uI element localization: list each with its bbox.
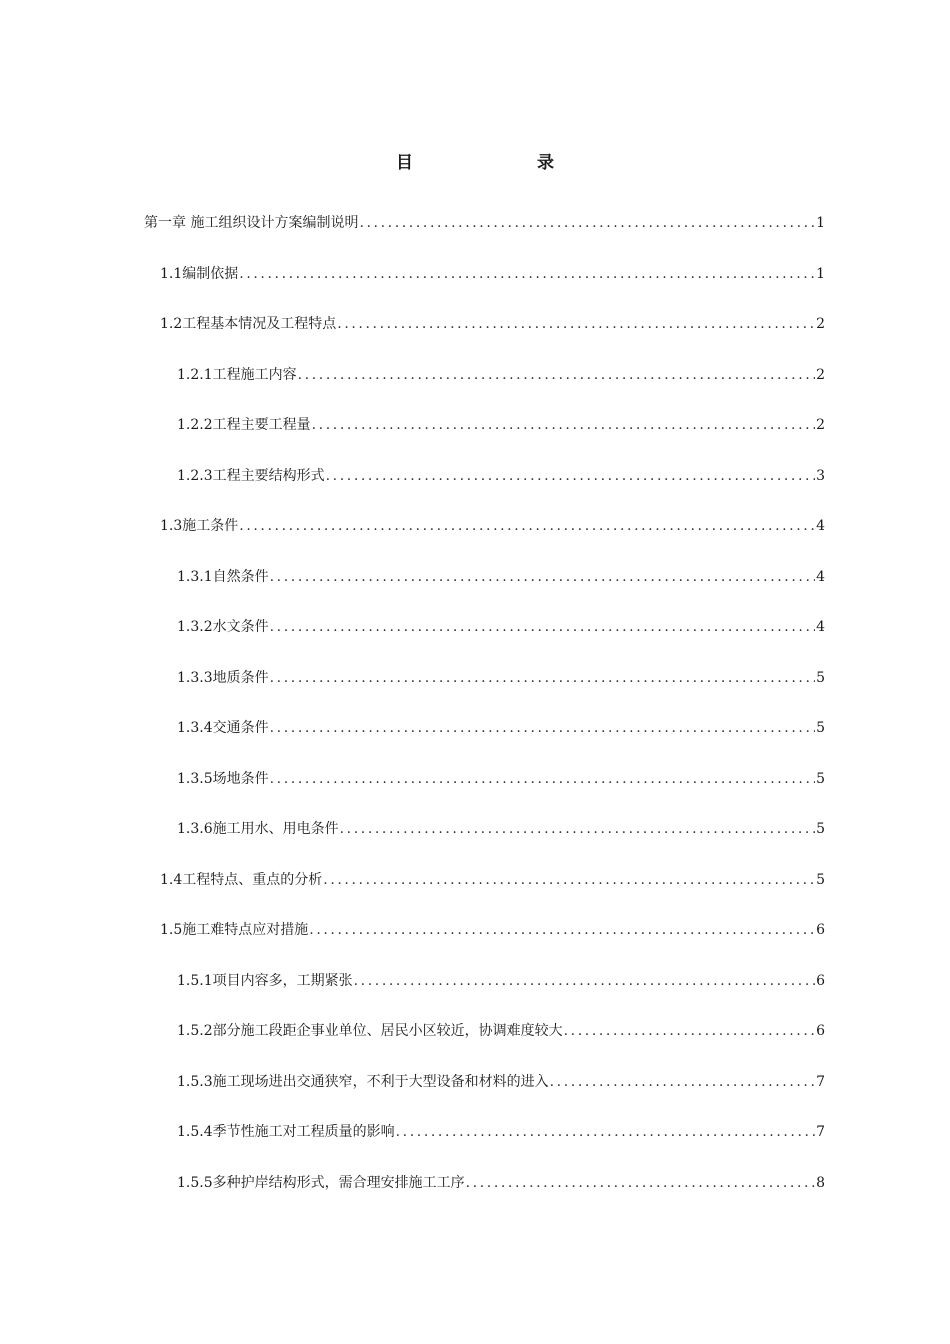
toc-entry-text: 1.2.1工程施工内容: [177, 366, 297, 383]
toc-entry-1-5[interactable]: [0, 918, 950, 969]
toc-page-number: 5: [816, 669, 825, 686]
toc-entry-1-3-5[interactable]: [0, 767, 950, 818]
toc-entry-text: 1.5施工难特点应对措施: [160, 922, 309, 938]
toc-title: 目 录: [396, 153, 584, 173]
toc-entry-text: 1.3施工条件: [160, 518, 239, 534]
toc-entry-1-3[interactable]: [0, 514, 950, 565]
toc-entry-text: 1.5.2部分施工段距企事业单位、居民小区较近，协调难度较大: [177, 1023, 563, 1039]
toc-dot-leader: [270, 767, 815, 791]
toc-entry-text: 1.5.5多种护岸结构形式，需合理安排施工工序: [177, 1174, 465, 1191]
toc-entry-text: 1.3.3地质条件: [177, 669, 269, 686]
toc-dot-leader: [337, 312, 815, 336]
toc-dot-leader: [309, 918, 815, 942]
toc-page-number: 2: [816, 316, 825, 332]
toc-entry-1-2[interactable]: [0, 312, 950, 363]
toc-dot-leader: [564, 1019, 815, 1043]
toc-dot-leader: [396, 1120, 815, 1144]
toc-dot-leader: [312, 413, 815, 437]
toc-page-number: 7: [816, 1073, 825, 1090]
toc-page-number: 5: [816, 770, 825, 787]
toc-page-number: 4: [816, 518, 825, 534]
toc-entry-1-5-4[interactable]: [0, 1120, 950, 1171]
toc-dot-leader: [550, 1070, 815, 1094]
toc-page-number: 5: [816, 871, 825, 888]
toc-entry-text: 1.2.2工程主要工程量: [177, 417, 311, 433]
toc-page-number: 2: [816, 417, 825, 433]
toc-dot-leader: [359, 211, 815, 235]
toc-dot-leader: [326, 464, 815, 488]
toc-entry-1-5-3[interactable]: [0, 1070, 950, 1121]
toc-entry-text: 1.2工程基本情况及工程特点: [160, 316, 337, 332]
toc-entry-1-1[interactable]: [0, 262, 950, 313]
toc-entry-text: 1.4工程特点、重点的分析: [160, 871, 323, 888]
toc-entry-1-3-3[interactable]: [0, 666, 950, 717]
toc-entry-text: 1.5.4季节性施工对工程质量的影响: [177, 1124, 395, 1140]
toc-entry-1-3-1[interactable]: [0, 565, 950, 616]
toc-entry-1-5-2[interactable]: [0, 1019, 950, 1070]
toc-entry-1-4[interactable]: [0, 868, 950, 919]
toc-page-number: 5: [816, 720, 825, 736]
toc-dot-leader: [354, 969, 815, 993]
toc-entry-1-2-3[interactable]: [0, 464, 950, 515]
toc-entry-text: 1.3.5场地条件: [177, 770, 269, 787]
toc-entry-1-5-5[interactable]: [0, 1171, 950, 1222]
toc-entry-text: 1.1编制依据: [160, 265, 239, 282]
toc-dot-leader: [239, 262, 815, 286]
toc-entry-1-2-2[interactable]: [0, 413, 950, 464]
toc-entry-1-3-6[interactable]: [0, 817, 950, 868]
toc-entry-1-2-1[interactable]: [0, 363, 950, 414]
toc-page-number: 3: [816, 467, 825, 484]
toc-page-number: 4: [816, 568, 825, 585]
toc-entry-text: 1.3.6施工用水、用电条件: [177, 821, 339, 837]
toc-list: [0, 211, 950, 1221]
toc-dot-leader: [270, 615, 815, 639]
toc-entry-text: 1.3.2水文条件: [177, 619, 269, 635]
toc-dot-leader: [270, 565, 815, 589]
toc-page-number: 8: [816, 1174, 825, 1191]
toc-dot-leader: [340, 817, 815, 841]
toc-entry-text: 1.2.3工程主要结构形式: [177, 467, 325, 484]
toc-entry-text: 1.5.1项目内容多，工期紧张: [177, 972, 353, 989]
toc-entry-text: 1.5.3施工现场进出交通狭窄，不利于大型设备和材料的进入: [177, 1073, 549, 1090]
toc-dot-leader: [466, 1171, 815, 1195]
toc-dot-leader: [239, 514, 815, 538]
toc-entry-1-3-2[interactable]: [0, 615, 950, 666]
toc-entry-1-5-1[interactable]: [0, 969, 950, 1020]
toc-page-number: 6: [816, 922, 825, 938]
toc-entry-text: 1.3.1自然条件: [177, 568, 269, 585]
toc-page-number: 1: [816, 215, 825, 231]
toc-entry-1-3-4[interactable]: [0, 716, 950, 767]
toc-page-number: 2: [816, 366, 825, 383]
toc-entry-text: 第一章 施工组织设计方案编制说明: [144, 215, 359, 231]
toc-page-number: 6: [816, 1023, 825, 1039]
toc-dot-leader: [270, 716, 815, 740]
toc-page-number: 6: [816, 972, 825, 989]
toc-page-number: 7: [816, 1124, 825, 1140]
toc-dot-leader: [270, 666, 815, 690]
toc-page-number: 4: [816, 619, 825, 635]
toc-dot-leader: [298, 363, 815, 387]
toc-entry-text: 1.3.4交通条件: [177, 720, 269, 736]
toc-page-number: 1: [816, 265, 825, 282]
toc-entry-chapter-1[interactable]: [0, 211, 950, 262]
toc-dot-leader: [323, 868, 815, 892]
toc-page-number: 5: [816, 821, 825, 837]
